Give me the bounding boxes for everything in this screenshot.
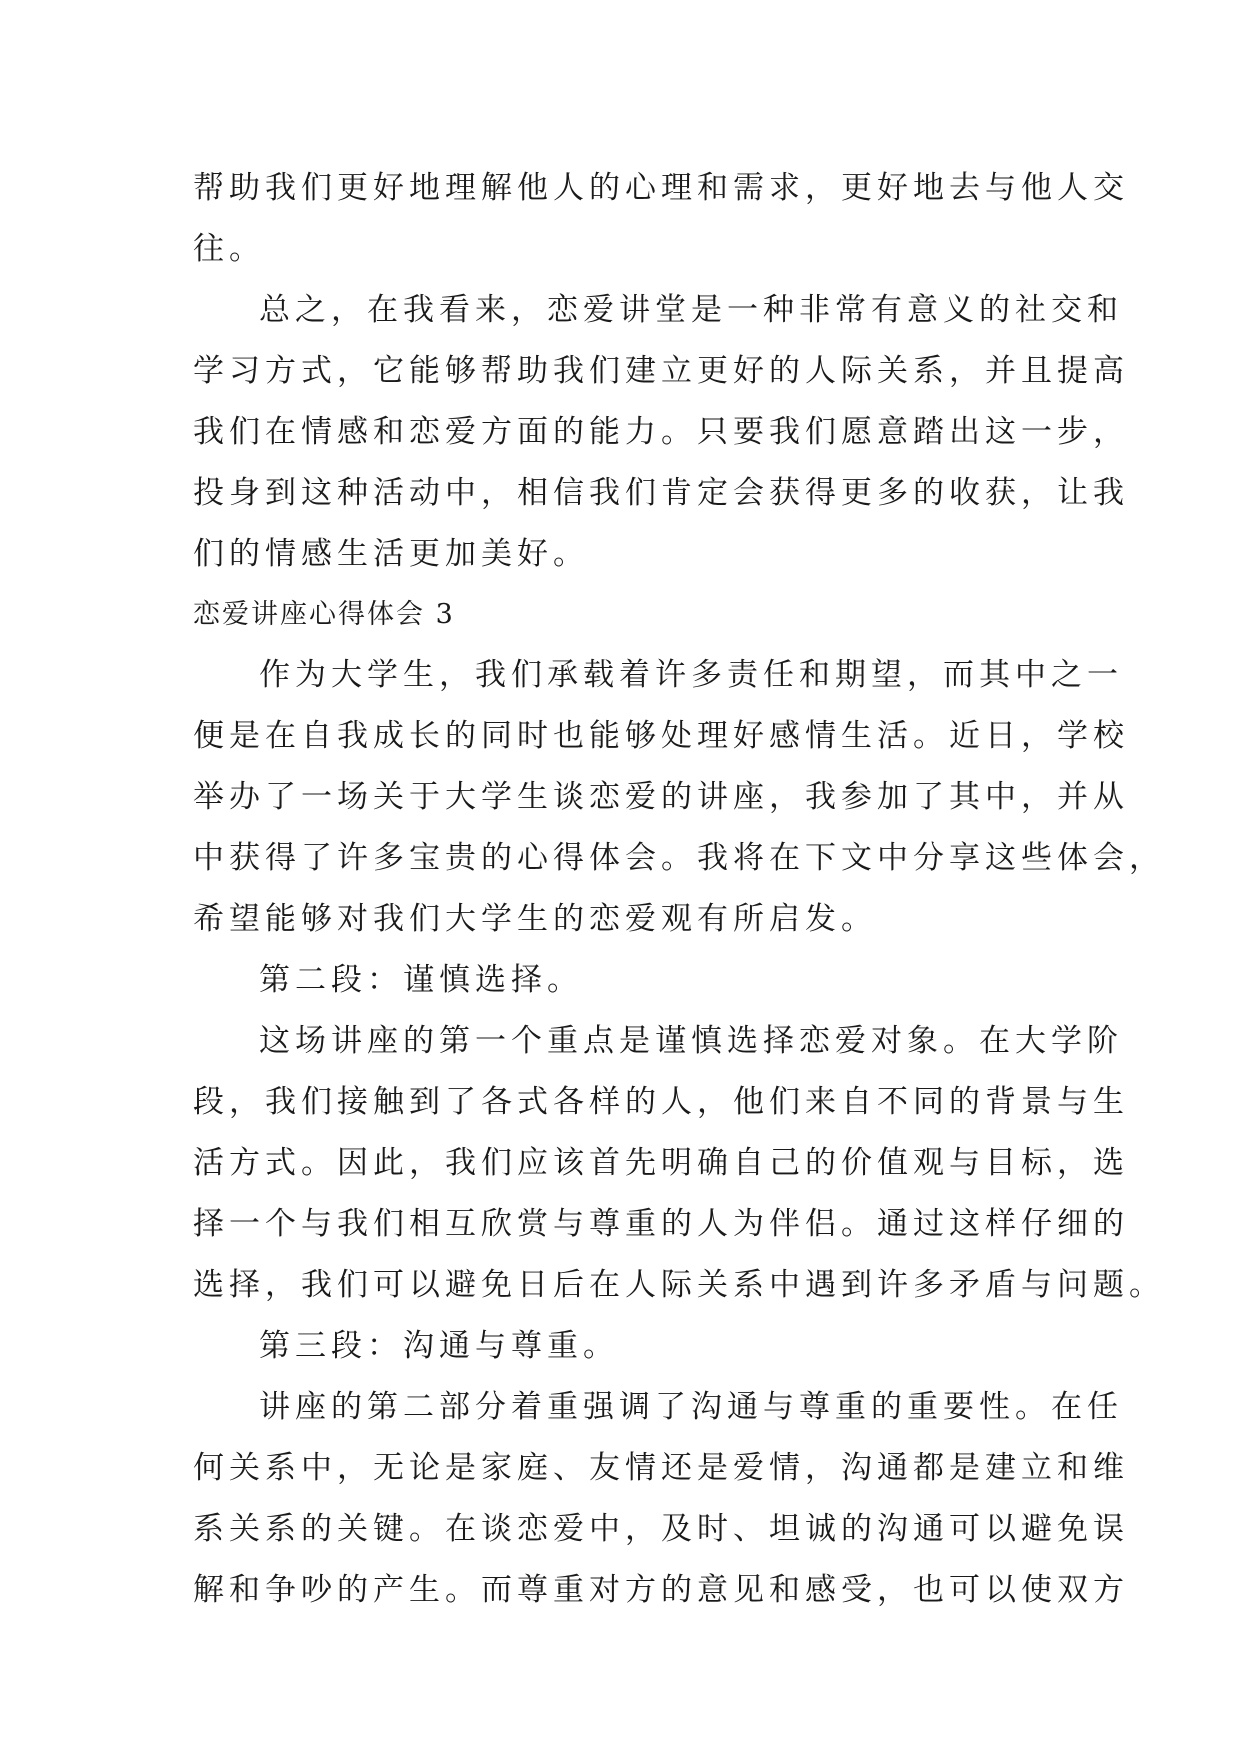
body-text-line: 便是在自我成长的同时也能够处理好感情生活。近日，学校 bbox=[193, 718, 1129, 754]
body-text-line: 希望能够对我们大学生的恋爱观有所启发。 bbox=[193, 901, 877, 937]
body-text-line: 解和争吵的产生。而尊重对方的意见和感受，也可以使双方 bbox=[193, 1572, 1129, 1608]
section-heading: 恋爱讲座心得体会 3 bbox=[193, 599, 455, 630]
body-text-line: 系关系的关键。在谈恋爱中，及时、坦诚的沟通可以避免误 bbox=[193, 1511, 1129, 1547]
paragraph-first-line: 这场讲座的第一个重点是谨慎选择恋爱对象。在大学阶 bbox=[259, 1023, 1123, 1059]
body-text-line: 我们在情感和恋爱方面的能力。只要我们愿意踏出这一步， bbox=[193, 414, 1129, 450]
subsection-title: 第二段：谨慎选择。 bbox=[259, 962, 583, 998]
body-text-line: 们的情感生活更加美好。 bbox=[193, 536, 589, 572]
body-text-line: 中获得了许多宝贵的心得体会。我将在下文中分享这些体会， bbox=[193, 840, 1165, 876]
body-text-line: 活方式。因此，我们应该首先明确自己的价值观与目标，选 bbox=[193, 1145, 1129, 1181]
body-text-line: 往。 bbox=[193, 231, 265, 267]
paragraph-first-line: 总之，在我看来，恋爱讲堂是一种非常有意义的社交和 bbox=[259, 292, 1123, 328]
body-text-line: 学习方式，它能够帮助我们建立更好的人际关系，并且提高 bbox=[193, 353, 1129, 389]
body-text-line: 投身到这种活动中，相信我们肯定会获得更多的收获，让我 bbox=[193, 475, 1129, 511]
body-text-line: 帮助我们更好地理解他人的心理和需求，更好地去与他人交 bbox=[193, 170, 1129, 206]
body-text-line: 段，我们接触到了各式各样的人，他们来自不同的背景与生 bbox=[193, 1084, 1129, 1120]
paragraph-first-line: 作为大学生，我们承载着许多责任和期望，而其中之一 bbox=[259, 657, 1123, 693]
document-body bbox=[193, 158, 1165, 1621]
body-text-line: 举办了一场关于大学生谈恋爱的讲座，我参加了其中，并从 bbox=[193, 779, 1129, 815]
body-text-line: 何关系中，无论是家庭、友情还是爱情，沟通都是建立和维 bbox=[193, 1450, 1129, 1486]
subsection-title: 第三段：沟通与尊重。 bbox=[259, 1328, 619, 1364]
body-text-line: 选择，我们可以避免日后在人际关系中遇到许多矛盾与问题。 bbox=[193, 1267, 1165, 1303]
body-text-line: 择一个与我们相互欣赏与尊重的人为伴侣。通过这样仔细的 bbox=[193, 1206, 1129, 1242]
paragraph-first-line: 讲座的第二部分着重强调了沟通与尊重的重要性。在任 bbox=[259, 1389, 1123, 1425]
